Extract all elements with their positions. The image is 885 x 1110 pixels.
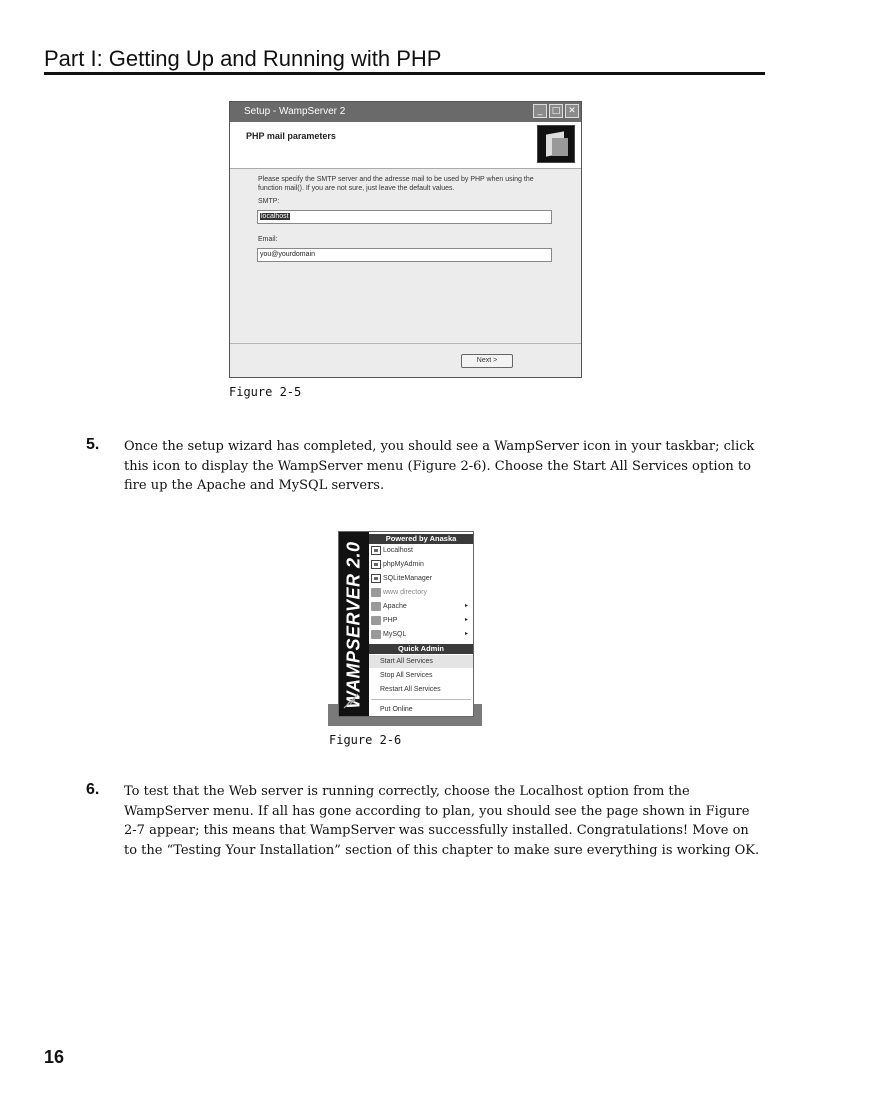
menu-item-label: Apache [383, 603, 407, 610]
page-number: 16 [44, 1047, 65, 1067]
wizard-header [230, 122, 581, 169]
menu-item-label: Start All Services [380, 658, 433, 665]
sidebar-brand: WAMPSERVER 2.0 [343, 541, 364, 709]
header-rule [44, 72, 765, 75]
menu-item-sqlitemanager[interactable] [369, 572, 473, 585]
smtp-label: SMTP: [258, 198, 280, 205]
menu-item-label: Put Online [380, 706, 413, 713]
wizard-description: Please specify the SMTP server and the adresse mail to be used by PHP when using the function mail(). If you are not sure, just leave the default values. [258, 176, 534, 192]
installer-logo-icon [537, 125, 575, 163]
close-button[interactable]: ✕ [565, 104, 579, 118]
quick-admin-header: Quick Admin [369, 644, 473, 654]
feather-icon [342, 692, 360, 710]
submenu-arrow-icon: ▸ [464, 631, 468, 637]
next-button[interactable]: Next > [461, 354, 513, 368]
page-icon [371, 560, 381, 569]
menu-item-stop-all-services[interactable] [369, 669, 473, 682]
menu-item-label: Stop All Services [380, 672, 433, 679]
setup-window [229, 101, 582, 378]
footer-divider [230, 343, 581, 344]
step-number: 6. [86, 781, 100, 798]
folder-icon [371, 602, 381, 611]
step-number: 5. [86, 436, 100, 453]
figure-caption: Figure 2-5 [229, 385, 302, 399]
menu-item-localhost[interactable] [369, 544, 473, 557]
menu-divider [371, 699, 471, 700]
wampserver-menu [338, 531, 474, 717]
menu-item-label: MySQL [383, 631, 407, 638]
smtp-value: localhost [261, 213, 289, 220]
maximize-button[interactable]: □ [549, 104, 563, 118]
menu-item-php[interactable] [369, 614, 473, 627]
menu-item-www-directory[interactable] [369, 586, 473, 599]
page-icon [371, 546, 381, 555]
email-input[interactable] [257, 248, 552, 262]
menu-item-restart-all-services[interactable] [369, 683, 473, 696]
submenu-arrow-icon: ▸ [464, 617, 468, 623]
menu-item-label: PHP [383, 617, 398, 624]
menu-item-mysql[interactable] [369, 628, 473, 641]
menu-item-phpmyadmin[interactable] [369, 558, 473, 571]
folder-icon [371, 630, 381, 639]
figure-caption: Figure 2-6 [329, 733, 402, 747]
menu-item-label: Localhost [383, 547, 413, 554]
smtp-input[interactable] [257, 210, 552, 224]
part-header: Part I: Getting Up and Running with PHP [44, 46, 442, 71]
menu-item-label: phpMyAdmin [383, 561, 424, 568]
menu-sidebar [339, 532, 369, 716]
wizard-section-title: PHP mail parameters [246, 131, 336, 141]
folder-icon [371, 616, 381, 625]
menu-item-label: www directory [383, 589, 427, 596]
menu-item-put-online[interactable] [369, 703, 473, 716]
menu-item-start-all-services[interactable] [369, 655, 473, 668]
minimize-button[interactable]: _ [533, 104, 547, 118]
email-value: you@yourdomain [260, 251, 315, 258]
step-text: To test that the Web server is running correctly, choose the Localhost option from the WampServer menu. If all has gone according to plan, you should see the page shown in Figure 2-7 appear; this means that WampServer was successfully installed. Congratulations! Move on to the “Testing Your Installation” section of this chapter to make sure everything is working OK. [124, 784, 760, 858]
page-icon [371, 574, 381, 583]
email-label: Email: [258, 236, 278, 243]
wampserver-menu-figure [328, 531, 482, 726]
window-title-bar[interactable] [230, 102, 581, 122]
menu-item-label: SQLiteManager [383, 575, 433, 582]
submenu-arrow-icon: ▸ [464, 603, 468, 609]
window-title: Setup - WampServer 2 [244, 106, 346, 117]
folder-icon [371, 588, 381, 597]
step-text: Once the setup wizard has completed, you should see a WampServer icon in your taskbar; click this icon to display the WampServer menu (Figure 2-6). Choose the Start All Services option to fire up the Apache and MySQL servers. [124, 439, 755, 494]
menu-item-label: Restart All Services [380, 686, 441, 693]
menu-item-apache[interactable] [369, 600, 473, 613]
powered-by-header: Powered by Anaska [369, 534, 473, 544]
